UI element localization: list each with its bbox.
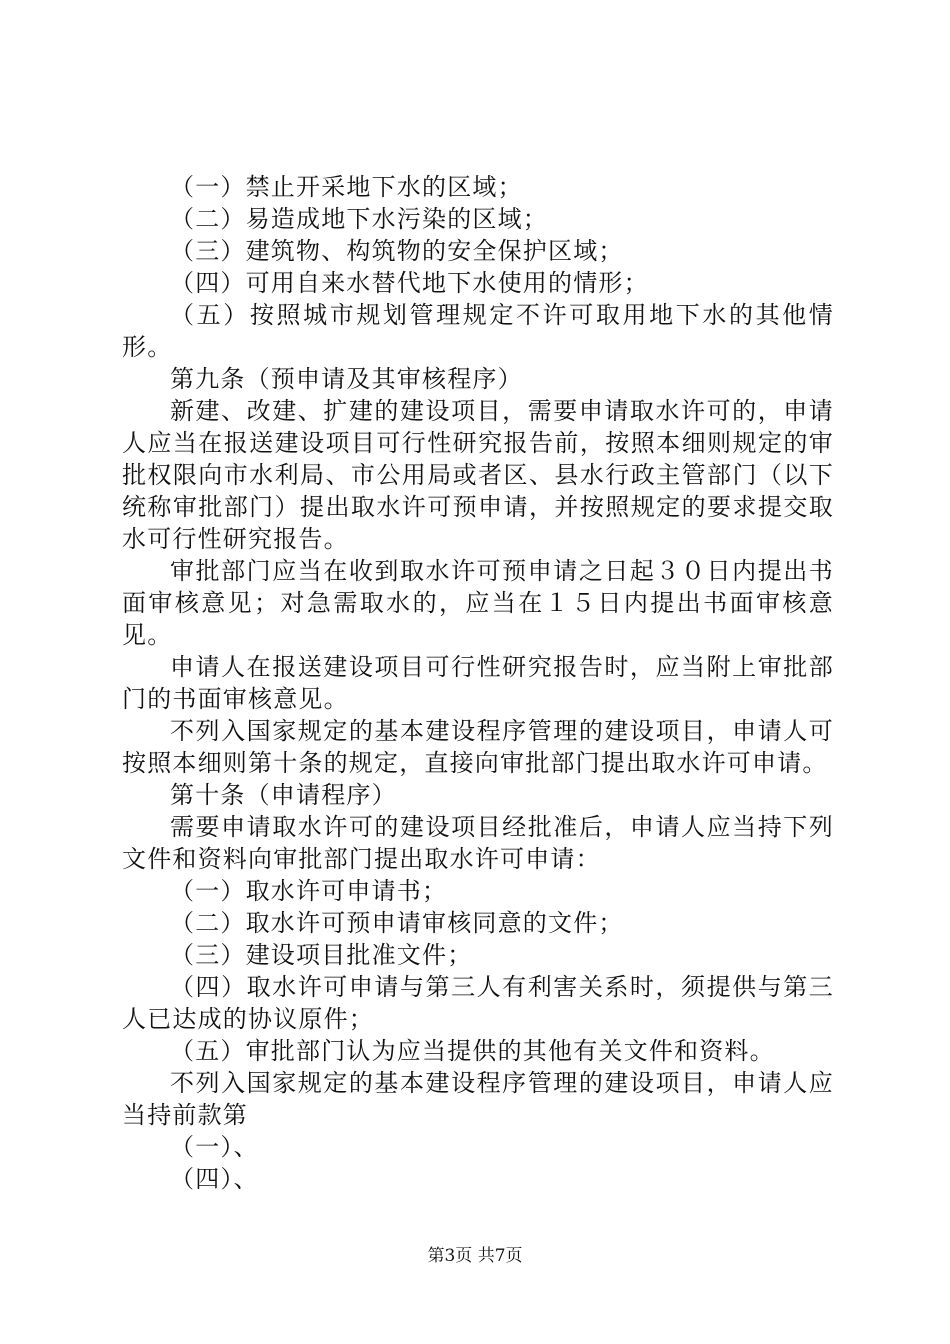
paragraph: （五）审批部门认为应当提供的其他有关文件和资料。 <box>170 1037 775 1065</box>
paragraph: 新建、改建、扩建的建设项目，需要申请取水许可的，申请人应当在报送建设项目可行性研究报告前，按照本细则规定的审批权限向市水利局、市公用局或者区、县水行政主管部门（以下统称审批部门）提出取水许可预申请，并按照规定的要求提交取水可行性研究报告。 <box>122 397 834 553</box>
paragraph: （三）建设项目批准文件； <box>170 941 473 969</box>
document-body <box>122 171 834 1195</box>
paragraph: 不列入国家规定的基本建设程序管理的建设项目，申请人应当持前款第 <box>122 1069 834 1129</box>
paragraph: （二）取水许可预申请审核同意的文件； <box>170 909 624 937</box>
paragraph: （三）建筑物、构筑物的安全保护区域； <box>170 237 624 265</box>
paragraph: 审批部门应当在收到取水许可预申请之日起３０日内提出书面审核意见；对急需取水的，应当在１５日内提出书面审核意见。 <box>122 557 834 649</box>
paragraph: 需要申请取水许可的建设项目经批准后，申请人应当持下列文件和资料向审批部门提出取水许可申请： <box>122 813 834 873</box>
paragraph: （一）禁止开采地下水的区域； <box>170 173 523 201</box>
page-number-footer: 第3页 共7页 <box>427 1246 523 1266</box>
paragraph: （一）、 <box>170 1133 259 1161</box>
article-heading-10: 第十条（申请程序） <box>170 781 397 809</box>
paragraph: 申请人在报送建设项目可行性研究报告时，应当附上审批部门的书面审核意见。 <box>122 653 834 713</box>
paragraph: （五）按照城市规划管理规定不许可取用地下水的其他情形。 <box>122 301 834 361</box>
paragraph: （四）取水许可申请与第三人有利害关系时，须提供与第三人已达成的协议原件； <box>122 973 834 1033</box>
paragraph: （四）、 <box>170 1165 259 1193</box>
article-heading-9: 第九条（预申请及其审核程序） <box>170 365 523 393</box>
paragraph: （二）易造成地下水污染的区域； <box>170 205 548 233</box>
paragraph: （一）取水许可申请书； <box>170 877 448 905</box>
paragraph: 不列入国家规定的基本建设程序管理的建设项目，申请人可按照本细则第十条的规定，直接向审批部门提出取水许可申请。 <box>122 717 834 777</box>
paragraph: （四）可用自来水替代地下水使用的情形； <box>170 269 649 297</box>
